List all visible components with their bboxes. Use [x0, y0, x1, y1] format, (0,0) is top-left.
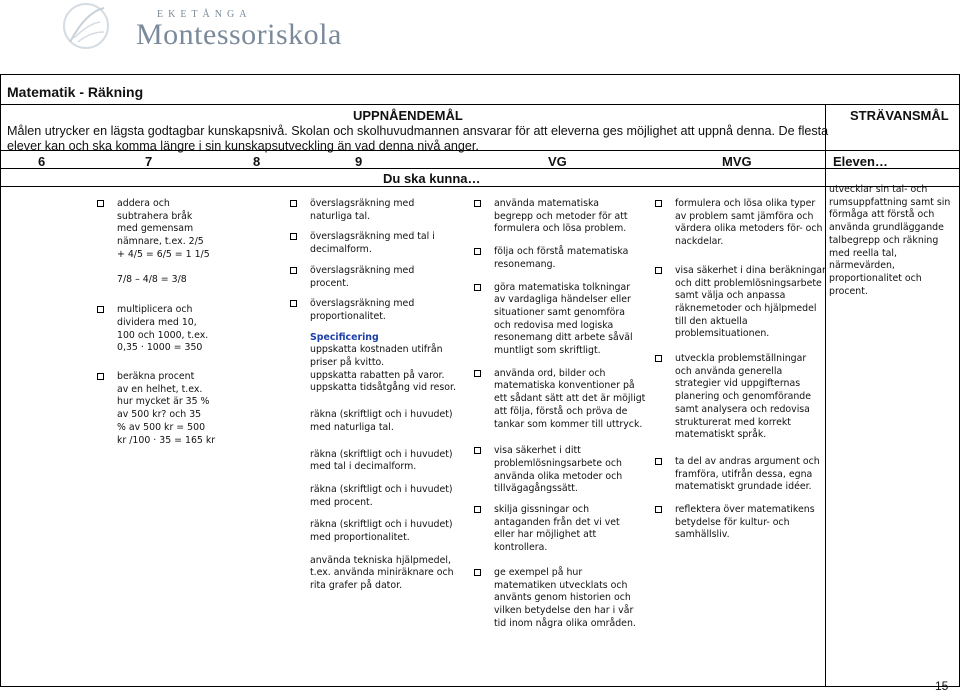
goal-item: ta del av andras argument och framföra, utifrån dessa, egna matematiskt grundade idéer.	[655, 456, 827, 494]
checkbox-bullet-icon	[474, 447, 481, 454]
page-number: 15	[935, 679, 949, 693]
checkbox-bullet-icon	[655, 458, 662, 465]
goal-item: visa säkerhet i ditt problemlösningsarbete och använda olika metoder och tillvägagångssätt.	[474, 445, 654, 496]
checkbox-bullet-icon	[655, 267, 662, 274]
grade-7: 7	[145, 154, 153, 169]
checkbox-bullet-icon	[474, 506, 481, 513]
goal-item: överslagsräkning med tal i decimalform.	[290, 231, 465, 256]
rakna-item: räkna (skriftligt och i huvudet) med proportionalitet.	[310, 519, 453, 544]
grade-8: 8	[253, 154, 261, 169]
column-grade-6-7	[97, 198, 217, 447]
goal-example: 7/8 – 4/8 = 3/8	[117, 273, 187, 285]
goal-item: använda matematiska begrepp och metoder för att formulera och lösa problem.	[474, 198, 654, 236]
checkbox-bullet-icon	[97, 306, 104, 313]
goal-item: addera och subtrahera bråk med gemensam nämnare, t.ex. 2/5 + 4/5 = 6/5 = 1 1/5	[97, 198, 217, 262]
grade-mvg: MVG	[722, 154, 752, 169]
goal-item: skilja gissningar och antaganden från det vi vet eller har möjlighet att kontrollera.	[474, 504, 654, 555]
goal-item: överslagsräkning med procent.	[290, 265, 465, 290]
checkbox-bullet-icon	[97, 200, 104, 207]
rakna-item: räkna (skriftligt och i huvudet) med tal i decimalform.	[310, 448, 453, 473]
checkbox-bullet-icon	[655, 200, 662, 207]
goal-item: följa och förstå matematiska resonemang.	[474, 246, 654, 271]
goal-item: beräkna procent av en helhet, t.ex. hur mycket är 35 % av 500 kr? och 35 % av 500 kr = 500 kr /100 · 35 = 165 kr	[97, 371, 217, 447]
checkbox-bullet-icon	[655, 506, 662, 513]
checkbox-bullet-icon	[290, 233, 297, 240]
grade-6: 6	[38, 154, 46, 169]
goal-item: visa säkerhet i dina beräkningar och ditt problemlösningsarbete samt välja och anpassa räknemetoder och hjälpmedel till den aktuella problemsituationen.	[655, 265, 827, 341]
rakna-item: räkna (skriftligt och i huvudet) med procent.	[310, 483, 453, 508]
checkbox-bullet-icon	[474, 370, 481, 377]
goal-item: överslagsräkning med naturliga tal.	[290, 198, 465, 223]
column-grade-8-9	[290, 198, 465, 593]
checkbox-bullet-icon	[474, 284, 481, 291]
goal-item: göra matematiska tolkningar av vardagliga händelser eller situationer samt genomföra och redovisa med logiska resonemang ditt arbete såväl muntligt som skriftligt.	[474, 282, 654, 358]
goal-item: utveckla problemställningar och använda generella strategier vid uppgifternas planering och genomförande samt analysera och redovisa strukturerat med korrekt matematiskt språk.	[655, 353, 827, 442]
checkbox-bullet-icon	[290, 267, 297, 274]
goal-item: överslagsräkning med proportionalitet.	[290, 298, 465, 323]
checkbox-bullet-icon	[474, 248, 481, 255]
rakna-item: använda tekniska hjälpmedel, t.ex. använda miniräknare och rita grafer på dator.	[310, 554, 454, 592]
logo-title: Montessoriskola	[136, 18, 342, 51]
checkbox-bullet-icon	[97, 373, 104, 380]
goal-item: reflektera över matematikens betydelse för kultur- och samhällsliv.	[655, 504, 827, 542]
grade-vg: VG	[548, 154, 567, 169]
grade-eleven: Eleven…	[833, 154, 888, 169]
goal-item: multiplicera och dividera med 10, 100 och 1000, t.ex. 0,35 · 1000 = 350	[97, 304, 217, 355]
goal-item: formulera och lösa olika typer av problem samt jämföra och värdera olika metoders för- och nackdelar.	[655, 198, 827, 249]
uppnaende-heading: UPPNÅENDEMÅL	[353, 108, 463, 123]
checkbox-bullet-icon	[474, 569, 481, 576]
rakna-item: räkna (skriftligt och i huvudet) med naturliga tal.	[310, 409, 453, 433]
page-title: Matematik - Räkning	[7, 84, 144, 100]
leaf-emblem-icon	[60, 2, 120, 50]
uppnaende-description-line1: Målen utrycker en lägsta godtagbar kunskapsnivå. Skolan och skolhuvudmannen ansvarar för att eleverna ges möjlighet att uppnå denna. De flesta	[7, 124, 829, 138]
checkbox-bullet-icon	[290, 200, 297, 207]
uppnaende-description-line2: elever kan och ska komma längre i sin kunskapsutveckling än vad denna nivå anger.	[7, 139, 479, 153]
checkbox-bullet-icon	[474, 200, 481, 207]
column-vg	[474, 198, 654, 630]
checkbox-bullet-icon	[655, 355, 662, 362]
column-mvg	[655, 198, 827, 542]
specificering-heading: Specificering	[310, 331, 379, 343]
logo-subtitle: EKETÅNGA	[157, 9, 252, 20]
column-stravansmal: utvecklar sin tal- och rumsuppfattning samt sin förmåga att förstå och använda grundläggande talbegrepp och räkning med reella tal, närmevärden, proportionalitet och procent.	[829, 184, 951, 297]
school-logo	[60, 2, 380, 52]
du-ska-kunna-heading: Du ska kunna…	[383, 171, 481, 186]
goal-item: ge exempel på hur matematiken utvecklats och använts genom historien och vilken betydelse den har i vår tid inom några olika områden.	[474, 567, 654, 631]
grade-9: 9	[355, 154, 363, 169]
specificering-lines: uppskatta kostnaden utifrån priser på kvitto. uppskatta rabatten på varor. uppskatta tidsåtgång vid resor.	[310, 344, 457, 394]
checkbox-bullet-icon	[290, 300, 297, 307]
goal-item: använda ord, bilder och matematiska konventioner på ett sådant sätt att det är möjligt att följa, förstå och pröva de tankar som kommer till uttryck.	[474, 368, 654, 432]
stravansmal-heading: STRÄVANSMÅL	[850, 108, 949, 123]
